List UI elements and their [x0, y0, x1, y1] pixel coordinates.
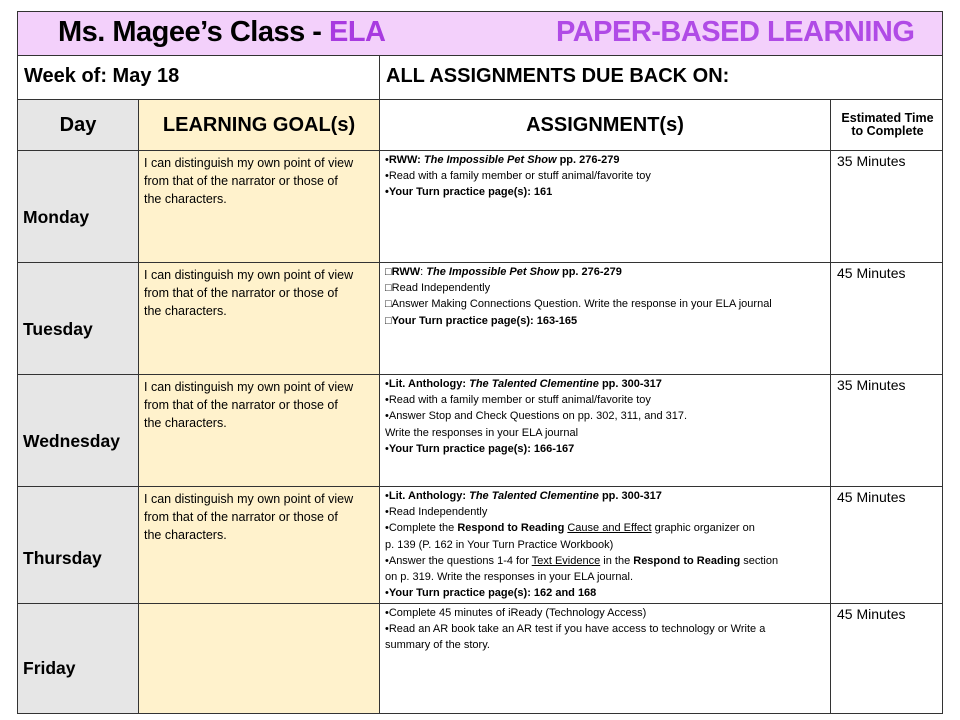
day-label: Tuesday [18, 263, 139, 374]
table-row [18, 604, 942, 713]
table-row [18, 487, 942, 604]
header-estimated-time: Estimated Time to Complete [841, 111, 934, 138]
learning-goal: I can distinguish my own point of view from that of the narrator or those of the characters. [139, 375, 380, 486]
learning-goal: I can distinguish my own point of view from that of the narrator or those of the characters. [139, 487, 380, 603]
subject-label: ELA [328, 16, 386, 48]
estimated-time: 45 Minutes [837, 606, 906, 622]
header-assignment: ASSIGNMENT(s) [380, 100, 831, 150]
estimated-time: 35 Minutes [837, 377, 906, 393]
table-row [18, 263, 942, 375]
week-row [18, 56, 942, 100]
assignments: •Complete 45 minutes of iReady (Technology Access) •Read an AR book take an AR test if you have access to technology or Write a summary of the story. [380, 604, 831, 713]
assignments: •Lit. Anthology: The Talented Clementine pp. 300-317 •Read with a family member or stuff animal/favorite toy •Answer Stop and Check Questions on pp. 302, 311, and 317. Write the responses in your ELA journal •Your Turn practice page(s): 166-167 [380, 375, 831, 486]
header-learning-goal: LEARNING GOAL(s) [139, 100, 380, 150]
day-label: Wednesday [18, 375, 139, 486]
day-label: Thursday [18, 487, 139, 603]
table-row [18, 151, 942, 263]
estimated-time: 45 Minutes [837, 489, 906, 505]
assignment-sheet [17, 11, 943, 714]
assignments: •Lit. Anthology: The Talented Clementine pp. 300-317 •Read Independently •Complete the Respond to Reading Cause and Effect graphic organizer on p. 139 (P. 162 in Your Turn Practice Workbook) •Answer the questions 1-4 for Text Evidence in the Respond to Reading section on p. 319. Write the responses in your ELA journal. •Your Turn practice page(s): 162 and 168 [380, 487, 831, 603]
page-title: Ms. Magee’s Class - ELA [58, 16, 386, 48]
learning-mode-label: PAPER-BASED LEARNING [556, 16, 915, 48]
week-of-label: Week of: May 18 [18, 56, 380, 99]
learning-goal [139, 604, 380, 713]
day-label: Friday [18, 604, 139, 713]
assignments: •RWW: The Impossible Pet Show pp. 276-279 •Read with a family member or stuff animal/favorite toy •Your Turn practice page(s): 161 [380, 151, 831, 262]
estimated-time: 45 Minutes [837, 265, 906, 281]
table-row [18, 375, 942, 487]
learning-goal: I can distinguish my own point of view from that of the narrator or those of the characters. [139, 263, 380, 374]
title-bar [18, 12, 942, 56]
header-day: Day [18, 100, 139, 150]
day-label: Monday [18, 151, 139, 262]
due-back-label: ALL ASSIGNMENTS DUE BACK ON: [386, 65, 730, 87]
assignments: □RWW: The Impossible Pet Show pp. 276-279 □Read Independently □Answer Making Connections Question. Write the response in your ELA journal □Your Turn practice page(s): 163-165 [380, 263, 831, 374]
learning-goal: I can distinguish my own point of view from that of the narrator or those of the characters. [139, 151, 380, 262]
table-header [18, 100, 942, 151]
estimated-time: 35 Minutes [837, 153, 906, 169]
